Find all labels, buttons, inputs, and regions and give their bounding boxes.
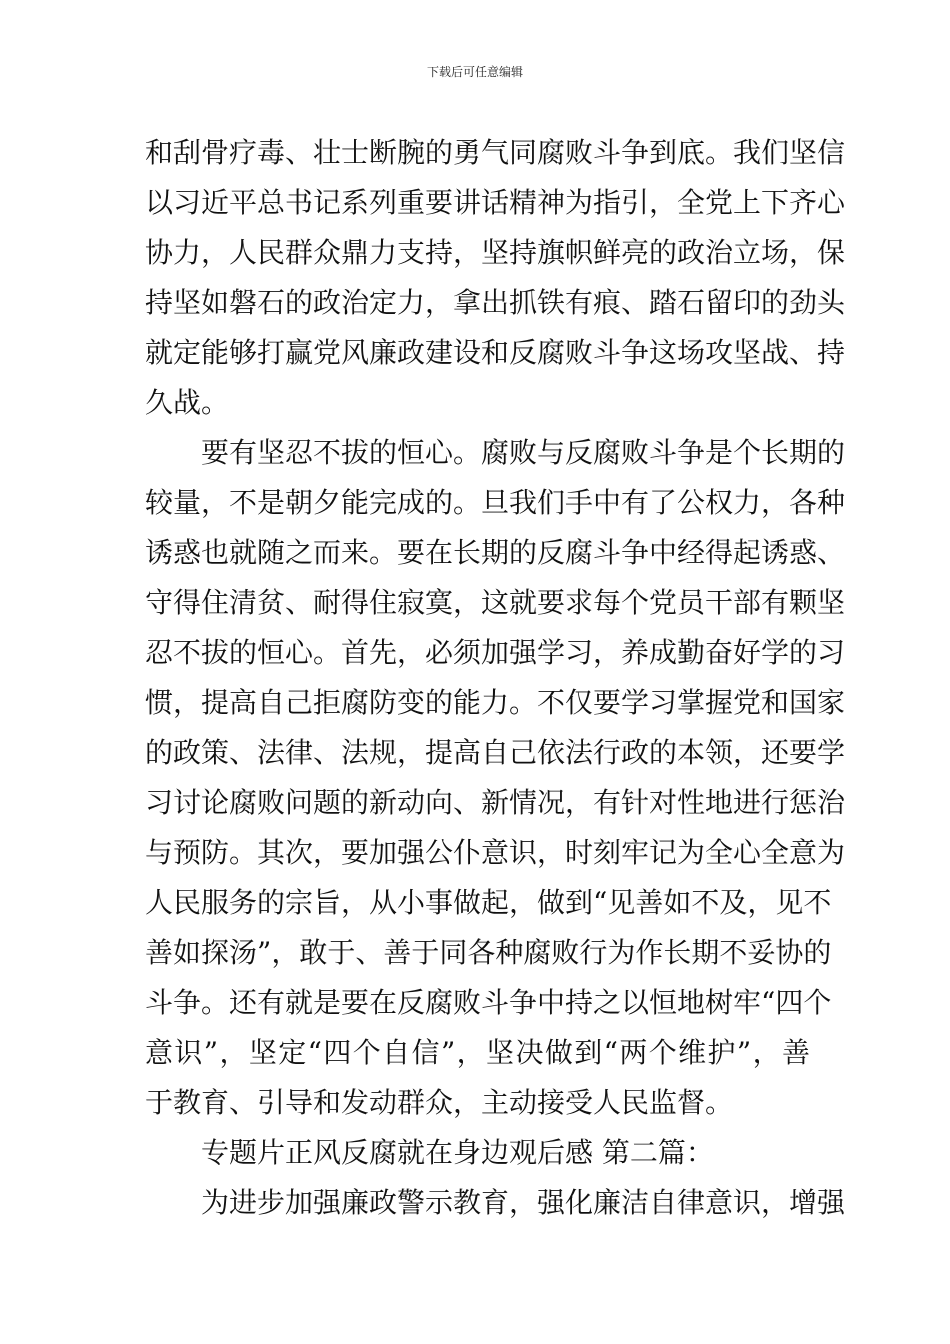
body-line: 守得住清贫、耐得住寂寞，这就要求每个党员干部有颗坚: [145, 586, 846, 619]
body-line: 习讨论腐败问题的新动向、新情况，有针对性地进行惩治: [145, 786, 846, 819]
body-line: 就定能够打赢党风廉政建设和反腐败斗争这场攻坚战、持: [145, 336, 846, 369]
section-heading: 专题片正风反腐就在身边观后感 第二篇：: [201, 1136, 714, 1169]
body-line: 与预防。其次，要加强公仆意识，时刻牢记为全心全意为: [145, 836, 846, 869]
body-line: 忍不拔的恒心。首先，必须加强学习，养成勤奋好学的习: [145, 636, 846, 669]
body-line: 要有坚忍不拔的恒心。腐败与反腐败斗争是个长期的: [201, 436, 846, 469]
body-line: 为进步加强廉政警示教育，强化廉洁自律意识，增强: [201, 1186, 846, 1219]
body-line: 人民服务的宗旨，从小事做起，做到“见善如不及，见不: [145, 886, 832, 919]
body-line: 久战。: [145, 386, 230, 419]
page-header-note: 下载后可任意编辑: [426, 65, 523, 79]
body-line: 意识”，坚定“四个自信”，坚决做到“两个维护”，善: [145, 1036, 810, 1069]
body-line: 的政策、法律、法规，提高自己依法行政的本领，还要学: [145, 736, 846, 769]
body-line: 斗争。还有就是要在反腐败斗争中持之以恒地树牢“四个: [145, 986, 832, 1019]
body-line: 诱惑也就随之而来。要在长期的反腐斗争中经得起诱惑、: [145, 536, 846, 569]
body-line: 和刮骨疗毒、壮士断腕的勇气同腐败斗争到底。我们坚信: [145, 136, 846, 169]
body-line: 以习近平总书记系列重要讲话精神为指引，全党上下齐心: [145, 186, 846, 219]
body-line: 惯，提高自己拒腐防变的能力。不仅要学习掌握党和国家: [145, 686, 846, 719]
body-line: 持坚如磐石的政治定力，拿出抓铁有痕、踏石留印的劲头: [145, 286, 846, 319]
body-line: 于教育、引导和发动群众，主动接受人民监督。: [145, 1086, 734, 1119]
document-body: [145, 128, 846, 1228]
body-line: 协力，人民群众鼎力支持，坚持旗帜鲜亮的政治立场，保: [145, 236, 846, 269]
body-line: 较量，不是朝夕能完成的。旦我们手中有了公权力，各种: [145, 486, 846, 519]
body-line: 善如探汤”，敢于、善于同各种腐败行为作长期不妥协的: [145, 936, 832, 969]
